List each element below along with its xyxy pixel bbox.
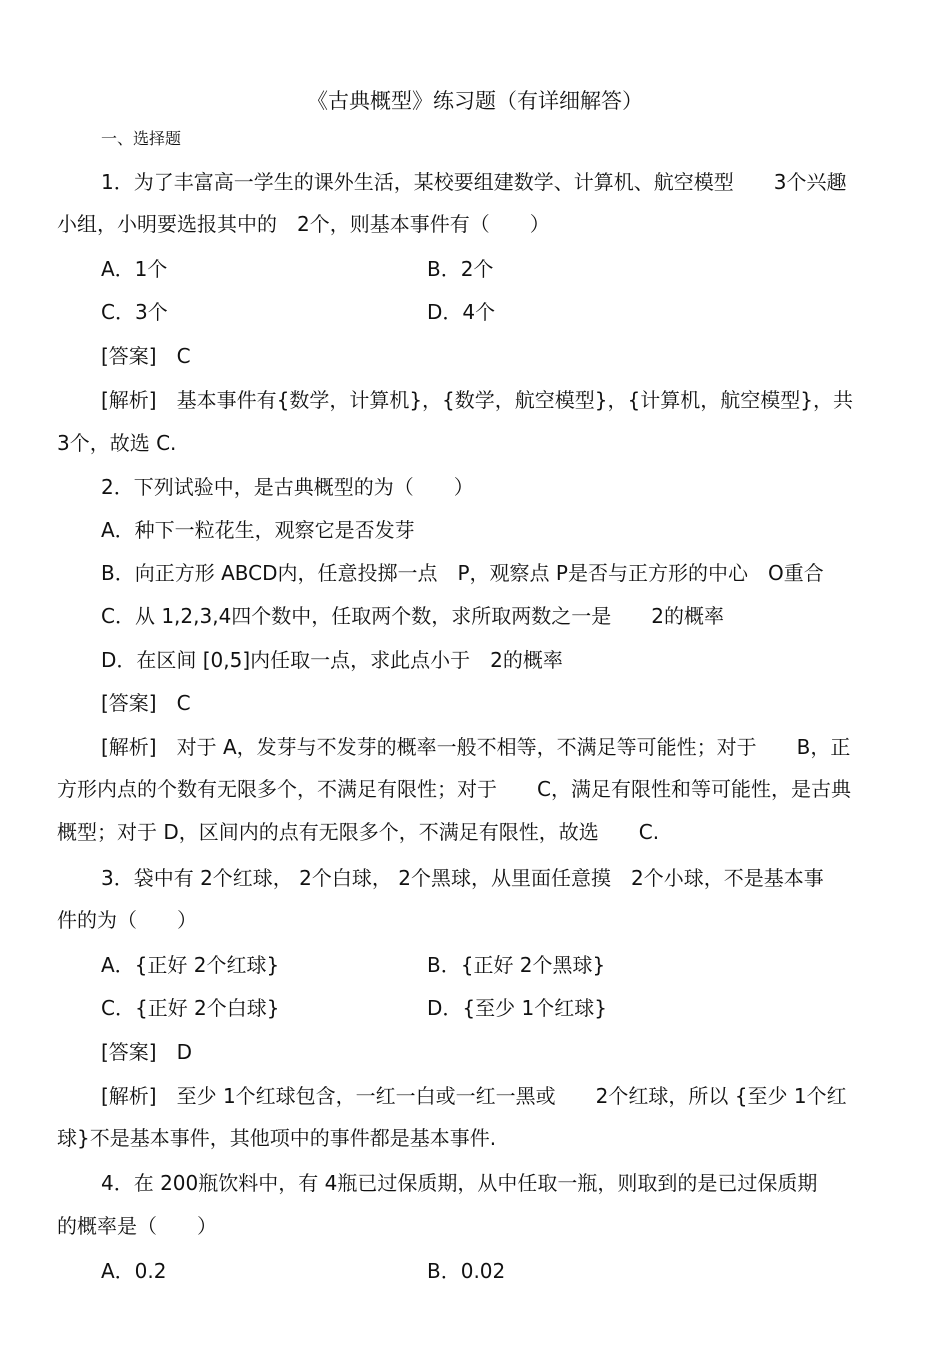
q1-stem-line2: 小组，小明要选报其中的 2个，则基本事件有（ ） bbox=[57, 212, 550, 236]
q1-stem-line1: 1．为了丰富高一学生的课外生活，某校要组建数学、计算机、航空模型 3个兴趣 bbox=[101, 170, 847, 194]
q3-option-a: A．{正好 2个红球} bbox=[101, 953, 280, 977]
q2-option-c: C．从 1,2,3,4四个数中，任取两个数，求所取两数之一是 2的概率 bbox=[101, 604, 725, 628]
q2-option-a: A．种下一粒花生，观察它是否发芽 bbox=[101, 518, 415, 542]
q2-explanation-line1: [解析] 对于 A，发芽与不发芽的概率一般不相等，不满足等可能性；对于 B，正 bbox=[101, 735, 851, 759]
q3-stem-line1: 3．袋中有 2个红球， 2个白球， 2个黑球，从里面任意摸 2个小球，不是基本事 bbox=[101, 866, 824, 890]
q1-option-c: C．3个 bbox=[101, 300, 168, 324]
q3-stem-line2: 件的为（ ） bbox=[57, 908, 197, 932]
q3-explanation-line1: [解析] 至少 1个红球包含，一红一白或一红一黑或 2个红球，所以 {至少 1个红 bbox=[101, 1084, 847, 1108]
q2-explanation-line2: 方形内点的个数有无限多个，不满足有限性；对于 C，满足有限性和等可能性，是古典 bbox=[57, 777, 851, 801]
q1-explanation-line2: 3个，故选 C. bbox=[57, 431, 177, 455]
q3-option-b: B．{正好 2个黑球} bbox=[427, 953, 606, 977]
q4-stem-line1: 4．在 200瓶饮料中，有 4瓶已过保质期，从中任取一瓶，则取到的是已过保质期 bbox=[101, 1171, 818, 1195]
q1-option-a: A．1个 bbox=[101, 257, 168, 281]
section-heading: 一、选择题 bbox=[101, 129, 182, 148]
q1-answer: [答案] C bbox=[101, 344, 191, 368]
q3-option-c: C．{正好 2个白球} bbox=[101, 996, 280, 1020]
q2-stem: 2．下列试验中，是古典概型的为（ ） bbox=[101, 475, 474, 499]
q2-explanation-line3: 概型；对于 D，区间内的点有无限多个，不满足有限性，故选 C. bbox=[57, 820, 660, 844]
q2-option-b: B．向正方形 ABCD内，任意投掷一点 P，观察点 P是否与正方形的中心 O重合 bbox=[101, 561, 824, 585]
q2-option-d: D．在区间 [0,5]内任取一点，求此点小于 2的概率 bbox=[101, 648, 563, 672]
q3-answer: [答案] D bbox=[101, 1040, 193, 1064]
page-title: 《古典概型》练习题（有详细解答） bbox=[307, 89, 643, 113]
q3-explanation-line2: 球}不是基本事件，其他项中的事件都是基本事件. bbox=[57, 1126, 497, 1150]
q2-answer: [答案] C bbox=[101, 691, 191, 715]
q1-option-d: D．4个 bbox=[427, 300, 496, 324]
q1-option-b: B．2个 bbox=[427, 257, 494, 281]
q4-option-a: A．0.2 bbox=[101, 1259, 167, 1283]
q4-option-b: B．0.02 bbox=[427, 1259, 506, 1283]
q1-explanation-line1: [解析] 基本事件有{数学，计算机}，{数学，航空模型}，{计算机，航空模型}，共 bbox=[101, 388, 853, 412]
q3-option-d: D．{至少 1个红球} bbox=[427, 996, 607, 1020]
q4-stem-line2: 的概率是（ ） bbox=[57, 1214, 217, 1238]
